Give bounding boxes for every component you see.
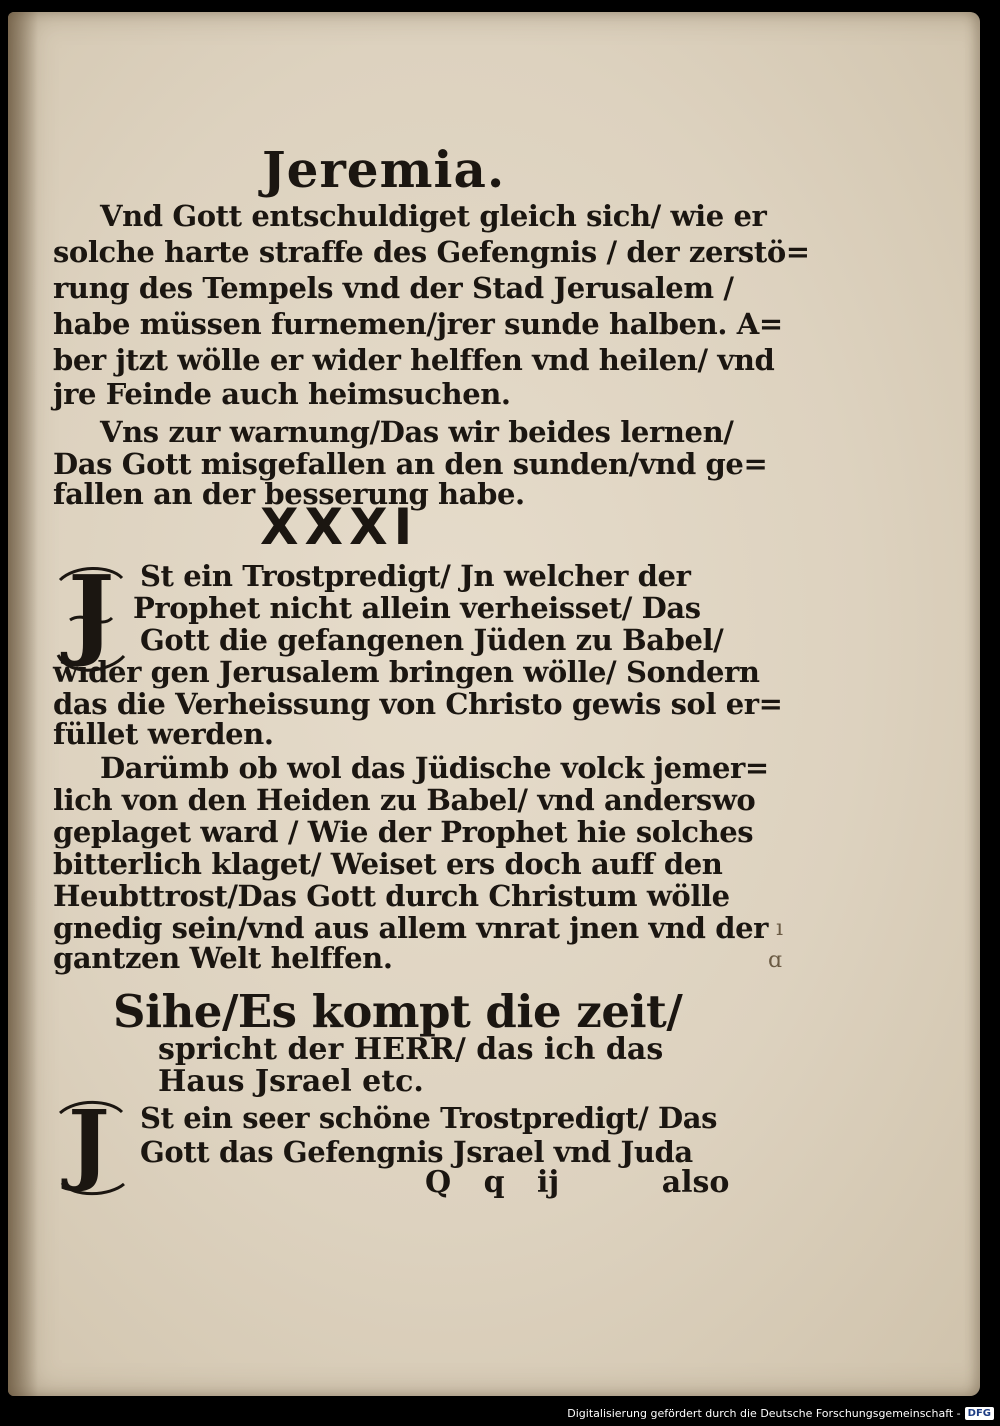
text-line: das die Verheissung von Christo gewis sol er= (53, 687, 783, 721)
signature-mark (425, 1165, 729, 1200)
margin-annotation-mark: ı (776, 916, 784, 941)
text-line: fallen an der besserung habe. (53, 477, 525, 511)
text-line: füllet werden. (53, 717, 274, 751)
text-line: Gott die gefangenen Jüden zu Babel/ (140, 623, 724, 657)
text-line: Vnd Gott entschuldiget gleich sich/ wie er (100, 199, 767, 233)
text-line: Vns zur warnung/Das wir beides lernen/ (100, 415, 734, 449)
text-line: Heubttrost/Das Gott durch Christum wölle (53, 879, 730, 913)
decorated-initial (52, 1090, 132, 1216)
text-line: lich von den Heiden zu Babel/ vnd anderswo (53, 783, 756, 817)
text-line: habe müssen furnemen/jrer sunde halben. A= (53, 307, 783, 341)
text-line: geplaget ward / Wie der Prophet hie solches (53, 815, 754, 849)
text-line: wider gen Jerusalem bringen wölle/ Sondern (53, 655, 760, 689)
text-line: jre Feinde auch heimsuchen. (53, 377, 511, 411)
initial-letter: J (68, 555, 115, 670)
margin-annotation-mark: ɑ (768, 948, 783, 973)
text-line: Prophet nicht allein verheisset/ Das (133, 591, 701, 625)
text-line: gantzen Welt helffen. (53, 941, 393, 975)
text-line: St ein Trostpredigt/ Jn welcher der (140, 559, 691, 593)
digitization-footer (567, 1403, 994, 1423)
text-line: solche harte straffe des Gefengnis / der zerstö= (53, 235, 810, 269)
initial-letter: J (68, 1090, 110, 1194)
text-line: ber jtzt wölle er wider helffen vnd heilen/ vnd (53, 343, 775, 377)
text-line: Darümb ob wol das Jüdische volck jemer= (100, 751, 769, 785)
text-line: Gott das Gefengnis Jsrael vnd Juda (140, 1135, 693, 1169)
text-line: rung des Tempels vnd der Stad Jerusalem / (53, 271, 734, 305)
dfg-logo-icon: DFG (965, 1407, 994, 1420)
text-line: Das Gott misgefallen an den sunden/vnd ge= (53, 447, 768, 481)
heading-subline: spricht der HERR/ das ich das (158, 1032, 664, 1067)
page-title: Jeremia. (262, 140, 506, 199)
chapter-number: XXXI (260, 498, 419, 556)
signature: Q q ij (425, 1165, 560, 1200)
text-line: gnedig sein/vnd aus allem vnrat jnen vnd der (53, 911, 769, 945)
catchword: also (661, 1165, 730, 1200)
heading-subline: Haus Jsrael etc. (158, 1064, 424, 1099)
text-line: bitterlich klaget/ Weiset ers doch auff den (53, 847, 723, 881)
footer-credit: Digitalisierung gefördert durch die Deutsche Forschungsgemeinschaft - (567, 1406, 961, 1420)
text-line: St ein seer schöne Trostpredigt/ Das (140, 1101, 718, 1135)
section-heading: Sihe/Es kompt die zeit/ (113, 985, 683, 1038)
